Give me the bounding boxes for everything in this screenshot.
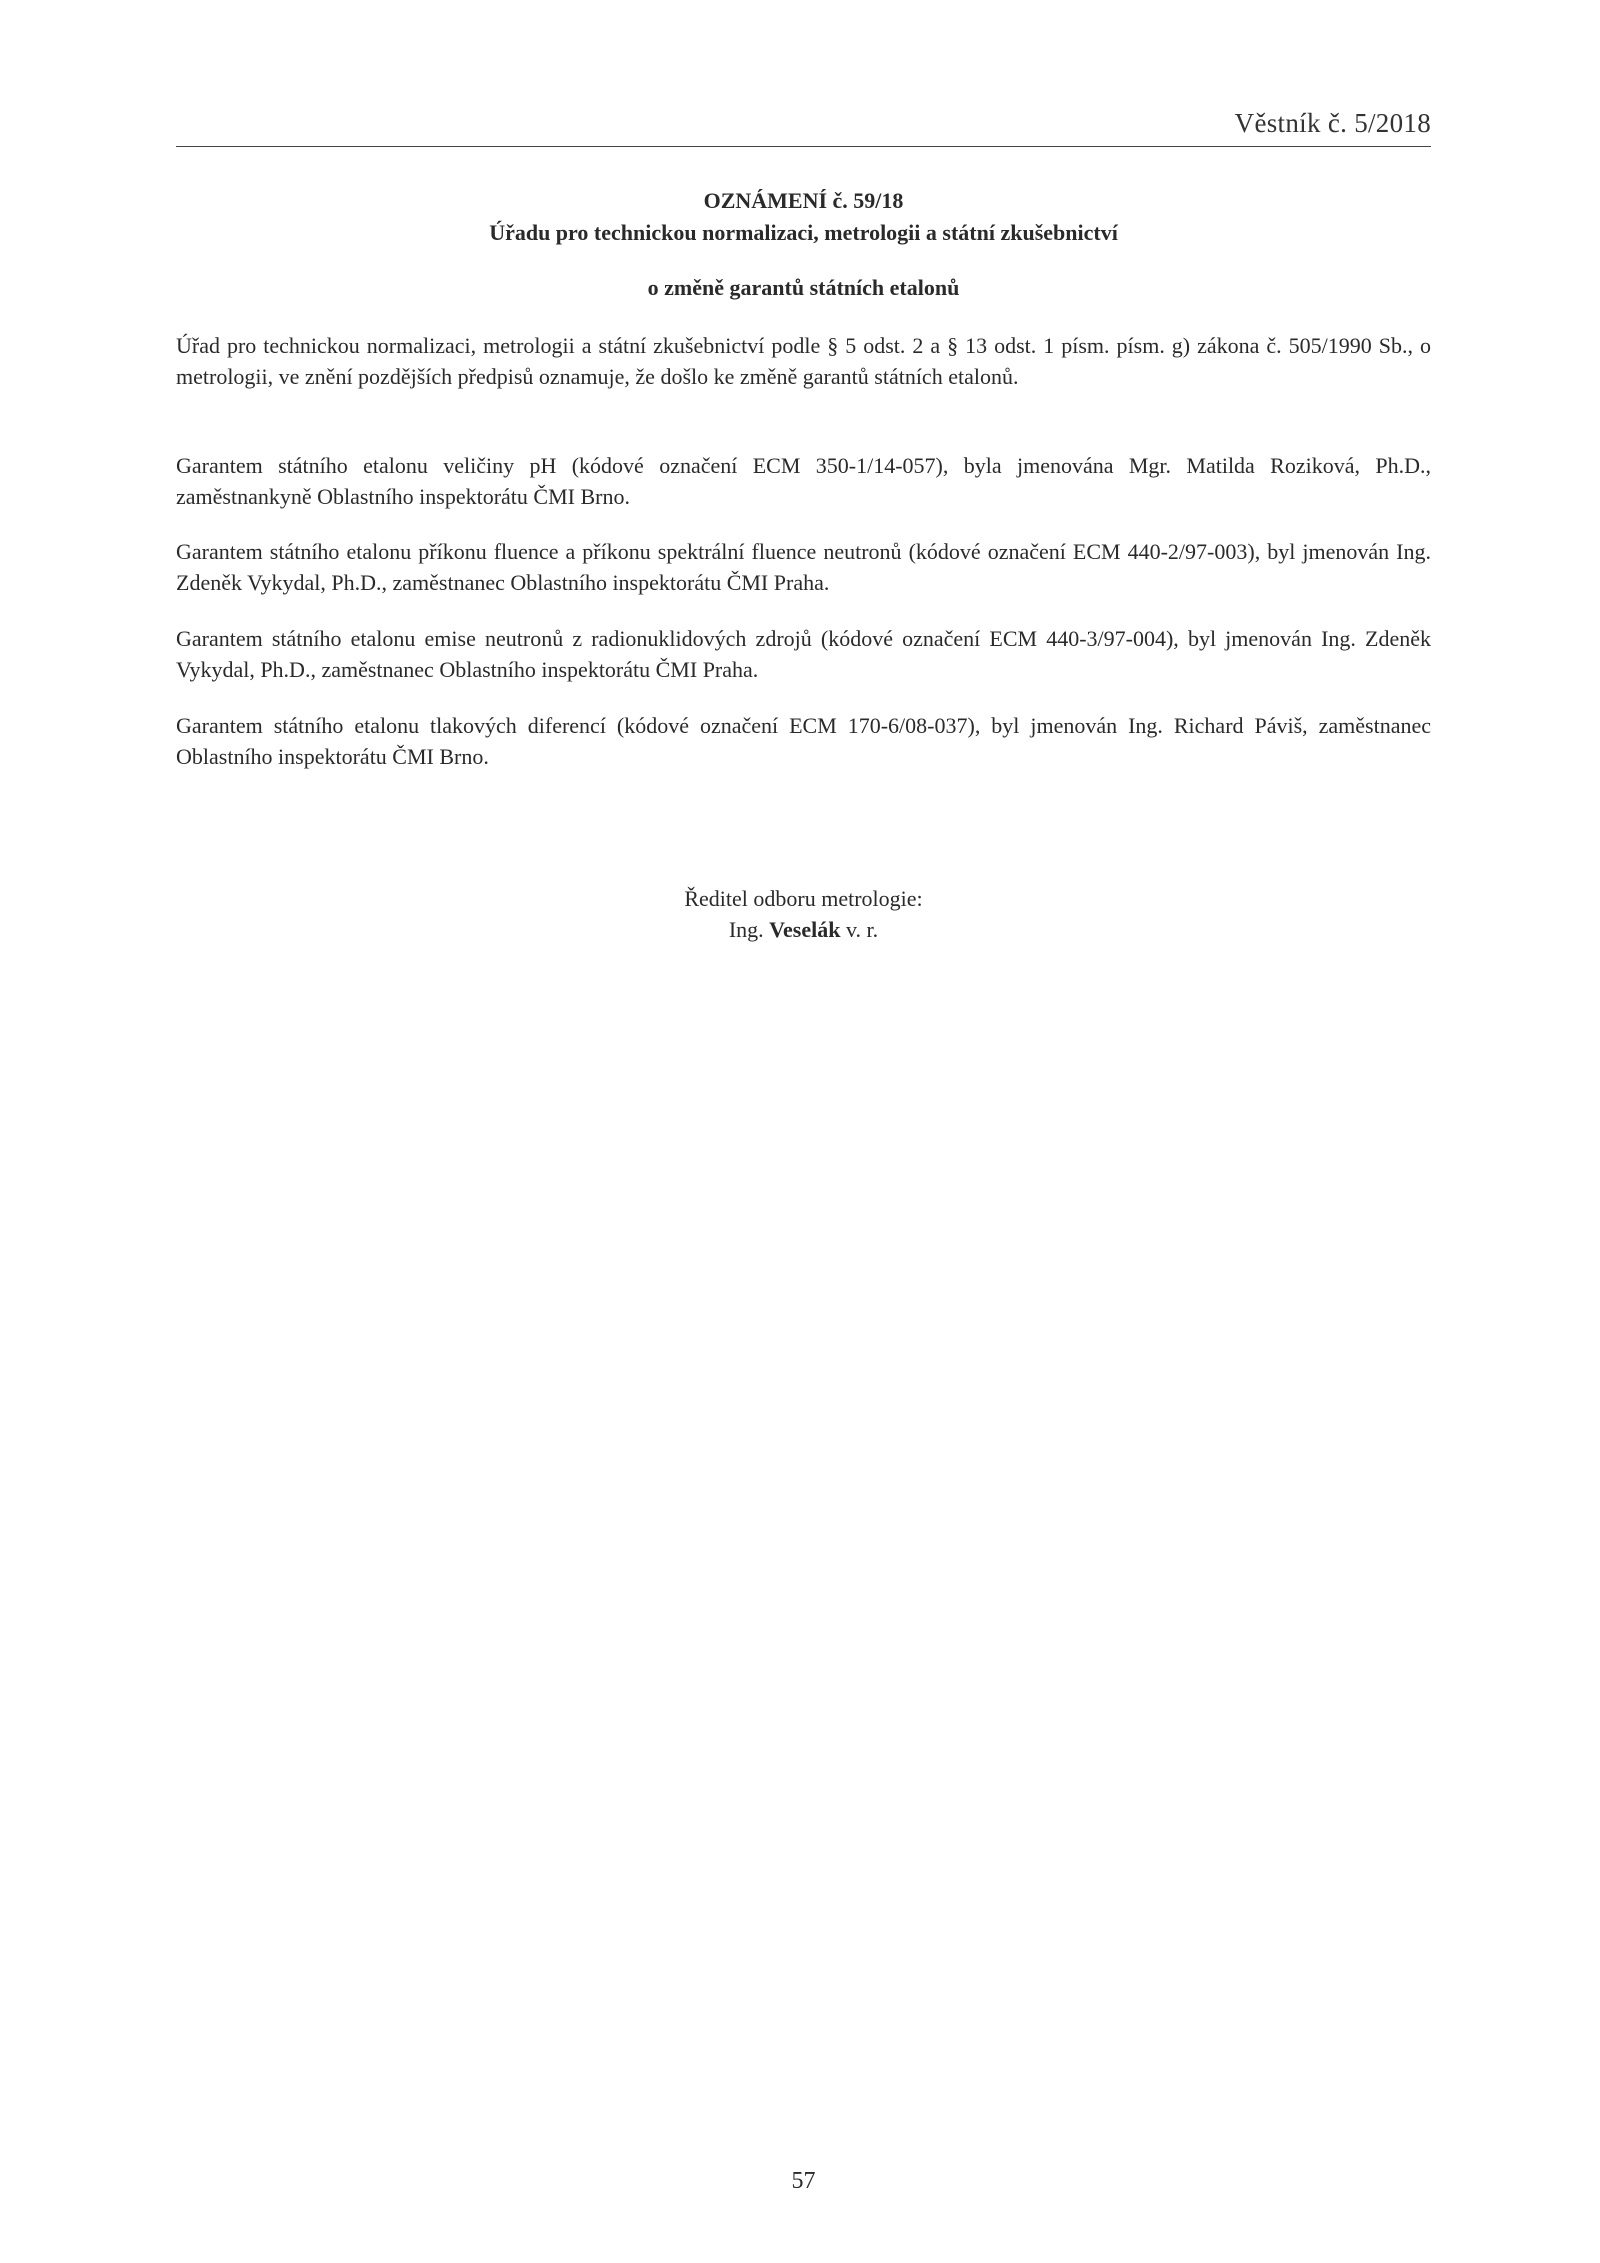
signature-block xyxy=(176,883,1431,945)
signature-role: Ředitel odboru metrologie: xyxy=(684,886,923,911)
intro-paragraph: Úřad pro technickou normalizaci, metrologii a státní zkušebnictví podle § 5 odst. 2 a § 13 odst. 1 písm. písm. g) zákona č. 505/1990 Sb., o metrologii, ve znění pozdějších předpisů oznamuje, že došlo ke změně garantů státních etalonů. xyxy=(176,333,1431,389)
signature-prefix: Ing. xyxy=(728,917,764,942)
body-paragraph-3: Garantem státního etalonu emise neutronů z radionuklidových zdrojů (kódové označení ECM 440-3/97-004), byl jmenován Ing. Zdeněk Vykydal, Ph.D., zaměstnanec Oblastního inspektorátu ČMI Praha. xyxy=(176,626,1431,682)
signature-suffix: v. r. xyxy=(845,917,879,942)
header-rule xyxy=(176,146,1431,147)
body-paragraph-1: Garantem státního etalonu veličiny pH (kódové označení ECM 350-1/14-057), byla jmenována Mgr. Matilda Roziková, Ph.D., zaměstnankyně Oblastního inspektorátu ČMI Brno. xyxy=(176,453,1431,509)
signature-name: Veselák xyxy=(769,917,841,942)
running-header: Věstník č. 5/2018 xyxy=(1234,108,1431,138)
page-number: 57 xyxy=(791,2168,816,2194)
notice-issuer: Úřadu pro technickou normalizaci, metrologii a státní zkušebnictví xyxy=(489,220,1118,245)
notice-heading xyxy=(176,185,1431,249)
notice-title: OZNÁMENÍ č. 59/18 xyxy=(703,188,904,213)
body-paragraph-2: Garantem státního etalonu příkonu fluence a příkonu spektrální fluence neutronů (kódové označení ECM 440-2/97-003), byl jmenován Ing. Zdeněk Vykydal, Ph.D., zaměstnanec Oblastního inspektorátu ČMI Praha. xyxy=(176,539,1431,595)
notice-subject: o změně garantů státních etalonů xyxy=(647,275,960,300)
body-paragraph-4: Garantem státního etalonu tlakových diferencí (kódové označení ECM 170-6/08-037), byl jmenován Ing. Richard Páviš, zaměstnanec Oblastního inspektorátu ČMI Brno. xyxy=(176,713,1431,769)
signature-line xyxy=(176,914,1431,945)
